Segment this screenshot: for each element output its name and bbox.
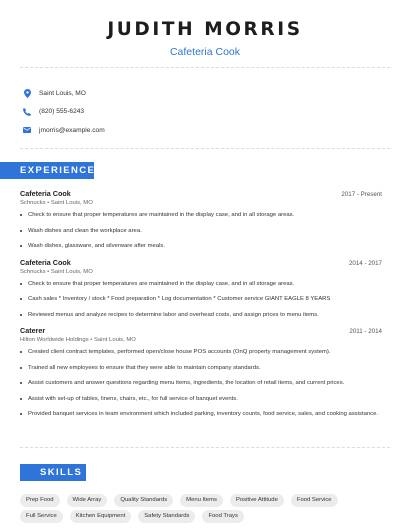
- job-title: Cafeteria Cook: [20, 189, 71, 198]
- email-icon: [22, 125, 32, 135]
- job-bullet: Wash dishes, glassware, and silverware after meals.: [20, 242, 382, 250]
- phone-icon: [22, 107, 32, 117]
- job-bullet: Provided banquet services in team environment which included parking, inventory counts, food service, sales, and cooking assistance.: [20, 410, 382, 418]
- location-pin-icon: [22, 88, 32, 98]
- skill-chip: Food Trays: [202, 510, 243, 523]
- resume-header: [0, 0, 410, 58]
- skill-chip: Prep Food: [20, 494, 60, 507]
- job-entry: [20, 326, 382, 418]
- divider: [20, 67, 390, 68]
- contact-phone-text: (820) 555-6243: [39, 108, 85, 115]
- candidate-name: JUDITH MORRIS: [107, 19, 303, 40]
- job-bullet: Wash dishes and clean the workplace area.: [20, 227, 382, 235]
- job-dates: 2017 - Present: [341, 191, 382, 198]
- job-bullet: Reviewed menus and analyze recipes to determine labor and overhead costs, and assign prices to menu items.: [20, 311, 382, 319]
- job-bullet: Trained all new employees to ensure that they were able to maintain company standards.: [20, 364, 382, 372]
- contact-email: [22, 121, 105, 139]
- divider: [20, 447, 390, 448]
- skill-chip: Kitchen Equipment: [70, 510, 131, 523]
- job-dates: 2011 - 2014: [349, 328, 382, 335]
- skills-heading: SKILLS: [20, 464, 86, 481]
- job-title: Cafeteria Cook: [20, 257, 71, 267]
- contact-email-text: jmorris@example.com: [39, 126, 105, 134]
- skill-chip: Full Service: [20, 510, 63, 523]
- divider: [20, 148, 390, 149]
- skill-chip: Menu Items: [180, 494, 223, 507]
- job-company: Schnucks • Saint Louis, MO: [20, 268, 93, 275]
- job-title-heading: Cafeteria Cook: [169, 46, 241, 58]
- contact-list: [22, 84, 105, 140]
- job-dates: 2014 - 2017: [348, 259, 382, 267]
- contact-location: [22, 84, 105, 102]
- contact-phone: [22, 103, 105, 121]
- job-bullet: Created client contract templates, performed open/close house POS accounts (OnQ property management system).: [20, 348, 382, 356]
- skill-chip: Safety Standards: [138, 510, 195, 523]
- skill-chip: Wide Array: [67, 494, 108, 507]
- job-bullet: Assist with set-up of tables, linens, chairs, etc., for full service of banquet events.: [20, 395, 382, 403]
- skill-chip: Positive Attitude: [230, 494, 284, 507]
- job-entry: [20, 189, 382, 250]
- job-company: Schnucks • Saint Louis, MO: [20, 200, 93, 206]
- job-title: Caterer: [20, 326, 46, 335]
- skill-chip: Quality Standards: [114, 494, 173, 507]
- experience-heading: EXPERIENCE: [0, 162, 94, 179]
- job-company: Hilton Worldwide Holdings • Saint Louis, MO: [20, 337, 136, 343]
- job-bullet: Check to ensure that proper temperatures are maintained in the display case, and in all storage areas.: [20, 280, 382, 288]
- skill-chip: Food Service: [291, 494, 338, 507]
- contact-location-text: Saint Louis, MO: [39, 89, 86, 97]
- experience-list: [20, 189, 382, 426]
- job-bullet: Cash sales * Inventory / stock * Food preparation * Log documentation * Customer service GIANT EAGLE 8 YEARS: [20, 295, 382, 303]
- job-bullet: Check to ensure that proper temperatures are maintained in the display case, and in all storage areas.: [20, 211, 382, 219]
- skills-list: [20, 494, 390, 526]
- job-bullet: Assist customers and answer questions regarding menu items, ingredients, the location of retail items, and current prices.: [20, 379, 382, 387]
- job-entry: [20, 258, 382, 319]
